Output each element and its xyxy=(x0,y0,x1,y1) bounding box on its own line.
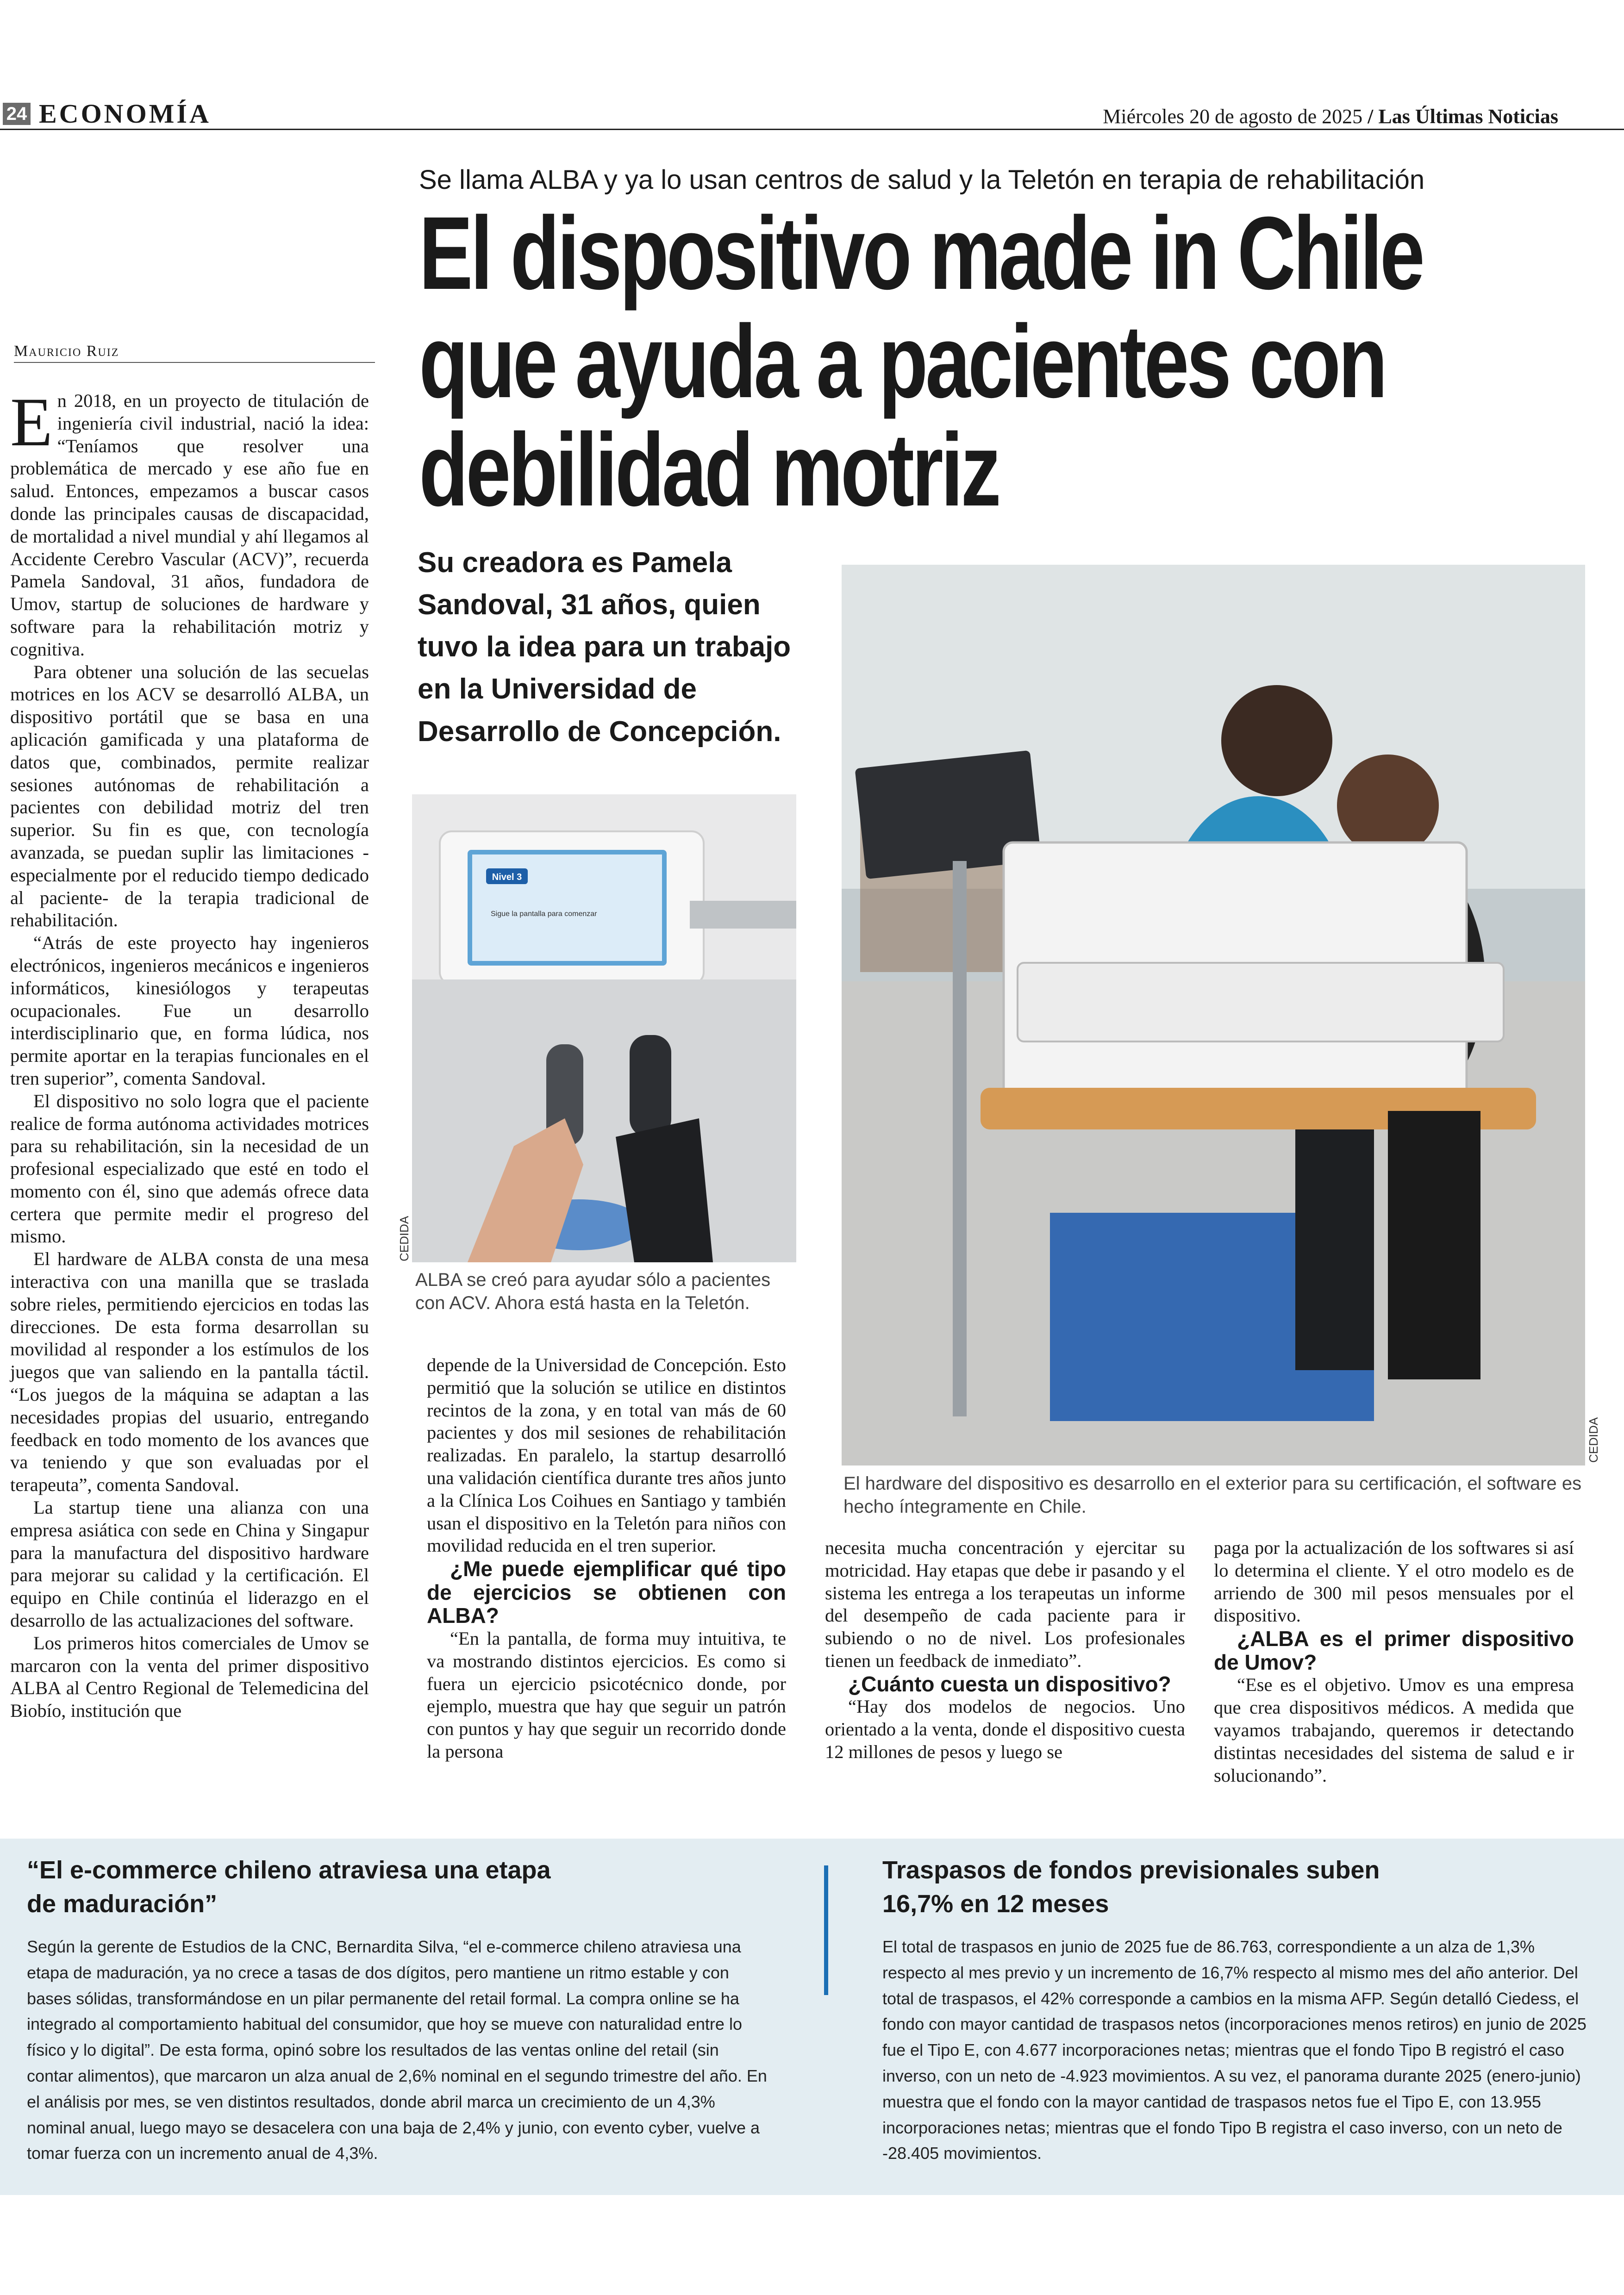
body-column-3 xyxy=(825,1537,1185,1764)
body-paragraph: Para obtener una solución de las secuelas motrices en los ACV se desarrolló ALBA, un dispositivo portátil que se basa en una aplicación gamificada y una plataforma de datos que, combinados, permite realizar sesiones autónomas de rehabilitación a pacientes con debilidad motriz del tren superior. Su fin es que, con tecnología avanzada, se puedan suplir las limitaciones -especialmente por el reducido tiempo dedicado al paciente- de la terapia tradicional de rehabilitación. xyxy=(10,661,369,931)
publication-name: Las Últimas Noticias xyxy=(1378,105,1558,128)
body-paragraph: depende de la Universidad de Concepción. Esto permitió que la solución se utilice en distintos recintos de la zona, y en total van más de 60 pacientes y dos mil sesiones de rehabilitación realizadas. En paralelo, la startup desarrolló una validación científica durante tres años junto a la Clínica Los Coihues en Santiago y también usan el dispositivo en la Teletón para niños con movilidad reducida en el tren superior. xyxy=(427,1354,786,1556)
body-paragraph: La startup tiene una alianza con una empresa asiática con sede en China y Singapur para la manufactura del dispositivo hardware para mejorar su calidad y la certificación. El equipo en Chile continúa el liderazgo en el desarrollo de las actualizaciones del software. xyxy=(10,1497,369,1631)
article-kicker: Se llama ALBA y ya lo usan centros de salud y la Teletón en terapia de rehabilitación xyxy=(419,165,1425,195)
brief-title-fondos: Traspasos de fondos previsionales suben 16,7% en 12 meses xyxy=(882,1856,1380,1918)
body-paragraph: n 2018, en un proyecto de titulación de ingeniería civil industrial, nació la idea: “Teníamos que resolver una problemática de mercado y ese año fue en salud. Entonces, empezamos a buscar casos donde las principales causas de discapacidad, de mortalidad a nivel mundial y ahí llegamos al Accidente Cerebro Vascular (ACV)”, recuerda Pamela Sandoval, 31 años, fundadora de Umov, startup de soluciones de hardware y software para la rehabilitación motriz y cognitiva. xyxy=(10,390,369,660)
author-byline: Mauricio Ruiz xyxy=(14,343,119,360)
body-paragraph: “Atrás de este proyecto hay ingenieros electrónicos, ingenieros mecánicos e ingenieros informáticos, kinesiólogos y terapeutas ocupacionales. Fue un desarrollo interdisciplinario que, en forma lúdica, nos permite aportar en la terapias funcionales en el tren superior”, comenta Sandoval. xyxy=(10,932,369,1089)
photo-caption: El hardware del dispositivo es desarrollo en el exterior para su certificación, el software es hecho íntegramente en Chile. xyxy=(843,1473,1582,1517)
alba-device-photo xyxy=(412,794,796,1262)
body-paragraph: El dispositivo no solo logra que el paciente realice de forma autónoma actividades motrices para su rehabilitación, sin la necesidad de un profesional especializado que esté en todo el momento con él, sino que además ofrece data certera que permite medir el progreso del mismo. xyxy=(10,1090,369,1247)
date-separator: / xyxy=(1368,105,1374,128)
body-paragraph: Los primeros hitos comerciales de Umov se marcaron con la venta del primer dispositivo ALBA al Centro Regional de Telemedicina del Biobío, institución que xyxy=(10,1632,369,1721)
article-lead: Su creadora es Pamela Sandoval, 31 años, quien tuvo la idea para un trabajo en la Universidad de Desarrollo de Concepción. xyxy=(418,547,791,748)
body-column-2 xyxy=(427,1354,786,1763)
page-number: 24 xyxy=(3,103,31,125)
body-paragraph: El hardware de ALBA consta de una mesa interactiva con una manilla que se traslada sobre rieles, permitiendo ejercicios en todas las direcciones. De esta forma desarrollan su movilidad al responder a los estímulos de los juegos que van saliendo en la pantalla táctil. “Los juegos de la máquina se adaptan a las necesidades propias del usuario, entregando feedback en todo momento de los avances que va teniendo y que son evaluadas por el terapeuta”, comenta Sandoval. xyxy=(10,1248,369,1496)
rehabilitation-session-photo xyxy=(842,565,1585,1466)
byline-rule xyxy=(14,362,375,363)
brief-title-ecommerce: “El e-commerce chileno atraviesa una etapa de maduración” xyxy=(27,1856,551,1918)
body-paragraph: necesita mucha concentración y ejercitar su motricidad. Hay etapas que debe ir pasando y el sistema les entrega a los terapeutas un informe del desempeño de cada paciente para ir subiendo o no de nivel. Los profesionales tienen un feedback de inmediato”. xyxy=(825,1537,1185,1671)
body-paragraph: “Hay dos modelos de negocios. Uno orientado a la venta, donde el dispositivo cuesta 12 millones de pesos y luego se xyxy=(825,1696,1185,1762)
headline-line: que ayuda a pacientes con xyxy=(419,304,1386,419)
body-paragraph: “Ese es el objetivo. Umov es una empresa que crea dispositivos médicos. A medida que vayamos trabajando, queremos ir detectando distintas necesidades del sistema de salud e ir solucionando”. xyxy=(1214,1674,1574,1786)
photo-credit: CEDIDA xyxy=(397,1216,411,1261)
article-headline xyxy=(419,195,1423,528)
issue-date: Miércoles 20 de agosto de 2025 xyxy=(1103,105,1363,128)
section-title: ECONOMÍA xyxy=(39,99,211,129)
device-closeup-illustration xyxy=(412,794,796,1262)
photo-caption: ALBA se creó para ayudar sólo a pacientes con ACV. Ahora está hasta en la Teletón. xyxy=(415,1270,771,1313)
drop-cap: E xyxy=(10,384,53,461)
photo-credit: CEDIDA xyxy=(1587,1417,1600,1463)
brief-text-ecommerce: Según la gerente de Estudios de la CNC, Bernardita Silva, “el e-commerce chileno atraviesa una etapa de maduración, ya no crece a tasas de dos dígitos, pero mantiene un ritmo estable y con bases sólidas, transformándose en un pilar permanente del retail formal. La compra online se ha integrado al comportamiento habitual del consumidor, que hoy se mueve con naturalidad entre lo físico y lo digital”. De esta forma, opinó sobre los resultados de las ventas online del retail (sin contar alimentos), que marcaron un alza anual de 2,6% nominal en el segundo trimestre del año. En el análisis por mes, se ven distintos resultados, donde abril marca un crecimiento de un 4,3% nominal anual, luego mayo se desacelera con una baja de 2,4% y junio, con evento cyber, vuelve a tomar fuerza con un incremento anual de 4,3%. xyxy=(27,1937,767,2163)
header-date-line xyxy=(1103,105,1558,128)
interview-question: ¿ALBA es el primer dispositivo de Umov? xyxy=(1214,1627,1574,1674)
brief-text-fondos: El total de traspasos en junio de 2025 fue de 86.763, correspondiente a un alza de 1,3% respecto al mes previo y un incremento de 16,7% respecto al mismo mes del año anterior. Del total de traspasos, el 42% corresponde a cambios en la misma AFP. Según detalló Ciedess, el fondo con mayor cantidad de traspasos netos (incorporaciones menos retiros) en junio de 2025 fue el Tipo E, con 4.677 incorporaciones netas; mientras que el fondo Tipo B registró el caso inverso, con un neto de -4.923 movimientos. A su vez, el panorama durante 2025 (enero-junio) muestra que el fondo con la mayor cantidad de traspasos netos fue el Tipo E, con 13.955 incorporaciones netas; mientras que el fondo Tipo B registra el caso inverso, con un neto de -28.405 movimientos. xyxy=(882,1937,1587,2163)
body-paragraph: “En la pantalla, de forma muy intuitiva, te va mostrando distintos ejercicios. Es como si fuera un ejercicio psicotécnico donde, por ejemplo, muestra que hay que seguir un patrón con puntos y hay que seguir un recorrido donde la persona xyxy=(427,1628,786,1762)
header-rule xyxy=(0,129,1624,130)
briefs-divider xyxy=(824,1865,828,1995)
interview-question: ¿Me puede ejemplificar qué tipo de ejercicios se obtienen con ALBA? xyxy=(427,1557,786,1628)
screen-instruction: Sigue la pantalla para comenzar xyxy=(491,910,597,918)
headline-line: El dispositivo made in Chile xyxy=(419,195,1423,311)
body-column-4 xyxy=(1214,1537,1574,1787)
screen-level-badge: Nivel 3 xyxy=(492,872,522,882)
body-paragraph: paga por la actualización de los softwares si así lo determina el cliente. Y el otro modelo es de arriendo de 300 mil pesos mensuales por el dispositivo. xyxy=(1214,1537,1574,1626)
headline-line: debilidad motriz xyxy=(419,412,999,528)
body-column-1 xyxy=(10,384,369,1722)
interview-question: ¿Cuánto cuesta un dispositivo? xyxy=(848,1671,1171,1696)
therapy-scene-illustration xyxy=(842,565,1585,1466)
